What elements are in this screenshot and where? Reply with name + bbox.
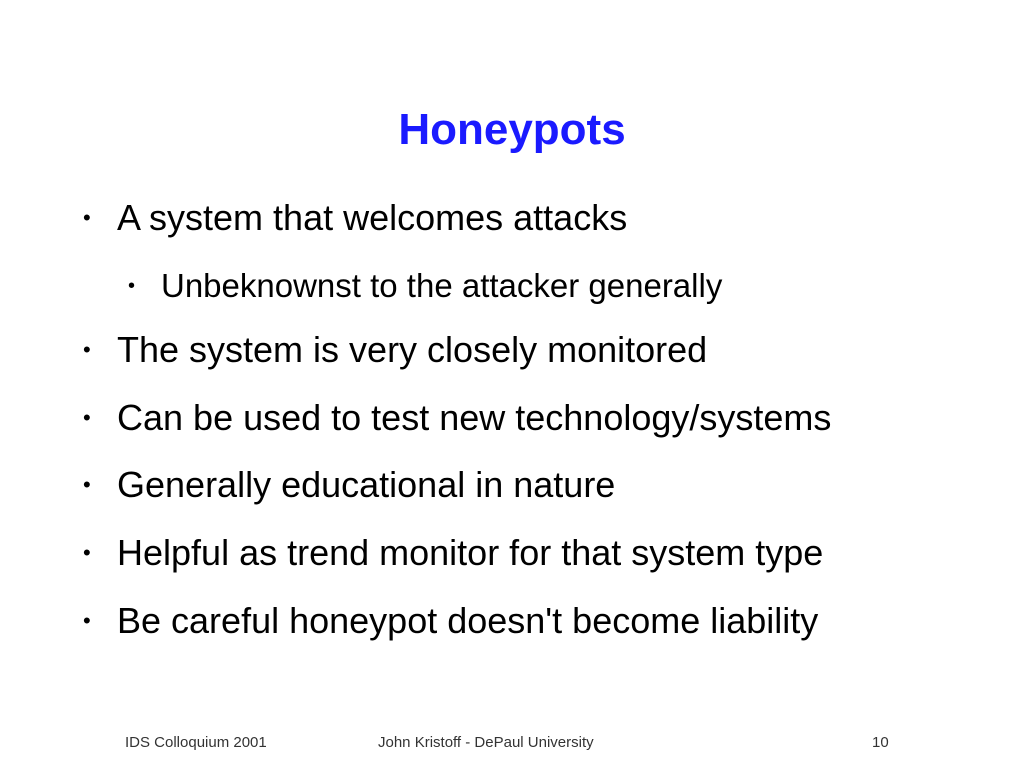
bullet-text: The system is very closely monitored bbox=[117, 329, 708, 370]
bullet-icon: • bbox=[83, 205, 91, 230]
page-number: 10 bbox=[872, 734, 889, 751]
bullet-icon: • bbox=[83, 540, 91, 565]
bullet-text: Can be used to test new technology/systems bbox=[117, 397, 832, 438]
slide-title: Honeypots bbox=[398, 105, 626, 154]
bullet-icon: • bbox=[83, 608, 91, 633]
footer-event: IDS Colloquium 2001 bbox=[125, 734, 267, 751]
bullet-icon: • bbox=[83, 405, 91, 430]
bullet-text: Helpful as trend monitor for that system type bbox=[117, 532, 824, 573]
bullet-icon: • bbox=[128, 275, 136, 297]
bullet-icon: • bbox=[83, 472, 91, 497]
bullet-text: A system that welcomes attacks bbox=[117, 197, 628, 238]
bullet-icon: • bbox=[83, 337, 91, 362]
sub-bullet-text: Unbeknownst to the attacker generally bbox=[161, 267, 723, 304]
bullet-text: Be careful honeypot doesn't become liability bbox=[117, 600, 819, 641]
footer-author: John Kristoff - DePaul University bbox=[378, 734, 594, 751]
bullet-text: Generally educational in nature bbox=[117, 464, 616, 505]
